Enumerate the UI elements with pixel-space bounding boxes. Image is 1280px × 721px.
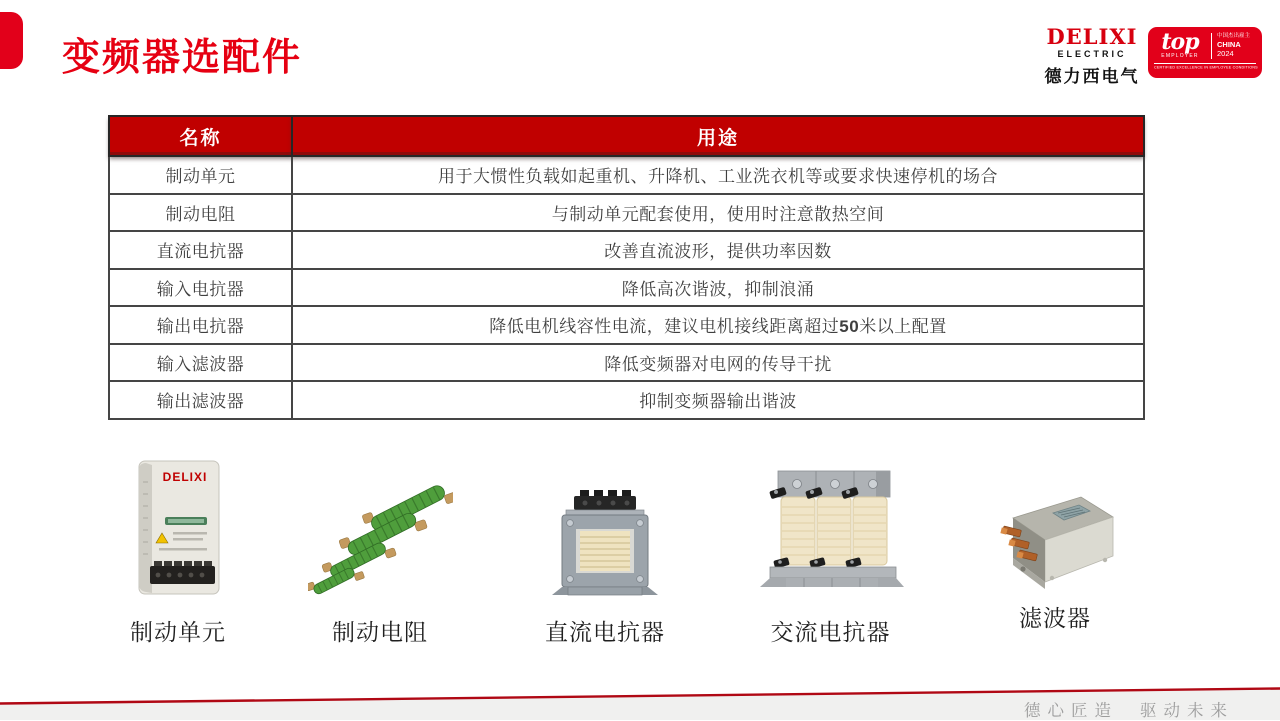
accessory-purpose-cell: 降低高次谐波，抑制浪涌: [292, 269, 1144, 307]
badge-left: [1154, 28, 1206, 60]
delixi-logo: [1042, 26, 1142, 87]
accessory-purpose-cell: 降低变频器对电网的传导干扰: [292, 344, 1144, 382]
product-ac-reactor: [748, 452, 913, 647]
product-dc-reactor: [525, 468, 685, 647]
brand-chinese-name: 德力西电气: [1044, 67, 1140, 86]
accessory-purpose-cell: 与制动单元配套使用，使用时注意散热空间: [292, 194, 1144, 232]
product-braking-resistor: [300, 468, 460, 647]
accessory-purpose-cell: 降低电机线容性电流，建议电机接线距离超过50米以上配置: [292, 306, 1144, 344]
page-title: 变频器选配件: [62, 37, 303, 79]
accessory-name-cell: 制动电阻: [109, 194, 292, 232]
accessories-table: [108, 115, 1145, 420]
accessory-purpose-cell: 改善直流波形，提供功率因数: [292, 231, 1144, 269]
title-accent-bar: [0, 12, 23, 69]
accessory-name-cell: 直流电抗器: [109, 231, 292, 269]
table-header-row: [109, 116, 1144, 156]
table-row: [109, 231, 1144, 269]
ac-reactor-image: [756, 455, 906, 600]
badge-rule: [1154, 63, 1256, 64]
product-label: 滤波器: [1019, 605, 1091, 631]
badge-tagline: CERTIFIED EXCELLENCE IN EMPLOYEE CONDITIONS: [1154, 66, 1258, 70]
footer-slogan-left: 德心匠造: [1024, 702, 1118, 720]
footer-slogan: [1024, 697, 1234, 721]
badge-chinese-label: 中国杰出雇主: [1217, 33, 1251, 40]
braking-unit-image: [129, 458, 227, 600]
column-header-name: 名称: [109, 116, 292, 156]
product-filter: [975, 480, 1135, 633]
table-row: [109, 194, 1144, 232]
filter-image-wrap: [975, 480, 1135, 594]
product-braking-unit: [108, 454, 248, 647]
footer-slogan-right: 驱动未来: [1140, 702, 1234, 720]
badge-year: 2024: [1217, 49, 1234, 59]
accessory-name-cell: 输出电抗器: [109, 306, 292, 344]
table-row: [109, 156, 1144, 194]
top-employer-logo: top: [1161, 28, 1199, 55]
badge-right: [1217, 33, 1256, 59]
ac-reactor-image-wrap: [748, 452, 913, 600]
badge-divider: [1211, 33, 1212, 59]
accessory-name-cell: 输入滤波器: [109, 344, 292, 382]
accessory-name-cell: 输出滤波器: [109, 381, 292, 419]
accessory-name-cell: 输入电抗器: [109, 269, 292, 307]
table-row: [109, 306, 1144, 344]
accessory-purpose-cell: 抑制变频器输出谐波: [292, 381, 1144, 419]
accessory-purpose-cell: 用于大惯性负载如起重机、升降机、工业洗衣机等或要求快速停机的场合: [292, 156, 1144, 194]
badge-employer-label: EMPLOYER: [1161, 53, 1199, 60]
product-label: 制动电阻: [332, 619, 428, 645]
product-label: 交流电抗器: [770, 619, 891, 645]
column-header-purpose: 用途: [292, 116, 1144, 156]
dc-reactor-image-wrap: [525, 468, 685, 600]
product-label: 制动单元: [130, 619, 226, 645]
brand-name: DELIXI: [1046, 24, 1138, 49]
badge-country: CHINA: [1217, 40, 1241, 50]
top-employer-badge: [1148, 27, 1262, 78]
braking-resistor-image: [308, 478, 453, 600]
table-row: [109, 381, 1144, 419]
braking-resistor-image-wrap: [300, 468, 460, 600]
braking-unit-brand-mark: DELIXI: [162, 470, 208, 484]
brand-subtitle: ELECTRIC: [1057, 49, 1127, 59]
table-row: [109, 269, 1144, 307]
badge-top-row: [1154, 28, 1256, 61]
product-label: 直流电抗器: [545, 619, 665, 645]
spec-table-body: [109, 156, 1144, 419]
table-row: [109, 344, 1144, 382]
braking-unit-image-wrap: [108, 454, 248, 600]
filter-image: [985, 490, 1125, 594]
accessory-name-cell: 制动单元: [109, 156, 292, 194]
dc-reactor-image: [546, 488, 664, 600]
